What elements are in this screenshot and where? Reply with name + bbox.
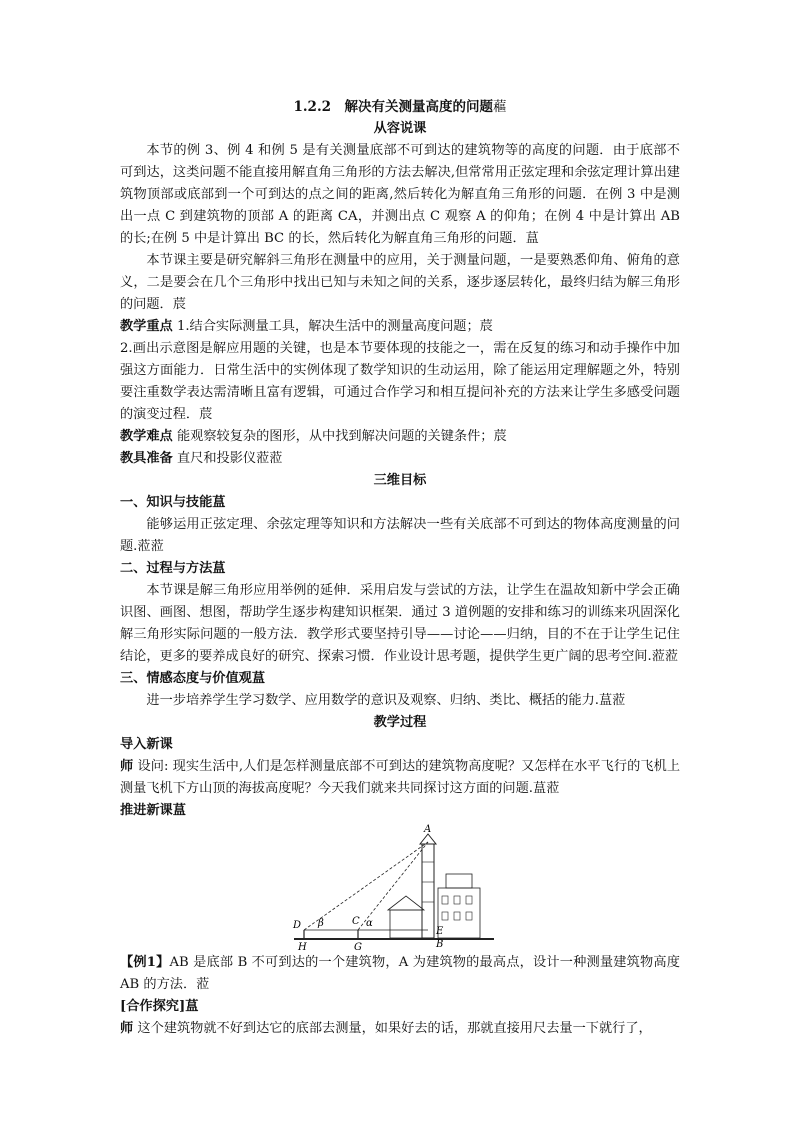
example-1: 【例1】AB 是底部 B 不可到达的一个建筑物，A 为建筑物的最高点，设计一种测量建筑物高度 AB 的方法．蒞: [120, 955, 680, 992]
measurement-diagram: [290, 822, 500, 952]
key-points: 教学重点 1.结合实际测量工具，解决生活中的测量高度问题；莀: [120, 319, 493, 334]
goal-3-heading: 三、情感态度与价值观蒀: [120, 671, 266, 686]
house-left: [390, 910, 422, 938]
goal-2-heading: 二、过程与方法蒀: [120, 561, 226, 576]
goal-2-text: 本节课是解三角形应用举例的延伸．采用启发与尝试的方法，让学生在温故知新中学会正确识图、画图、想图，帮助学生逐步构建知识框架．通过 3 道例题的安排和练习的训练来巩固深化解三角形实际问题的一般方法．教学形式要坚持引导——讨论——归纳，目的不在于让学生记住结论，更多的要养成良好的研究、探索习惯．作业设计思考题，提供学生更广阔的思考空间.蒞蒞: [120, 583, 680, 664]
teacher-question: 师 设问: 现实生活中,人们是怎样测量底部不可到达的建筑物高度呢？又怎样在水平飞行的飞机上测量飞机下方山顶的海拔高度呢？今天我们就来共同探讨这方面的问题.蒀蒞: [120, 759, 681, 796]
section-heading-content: 从容说课: [373, 121, 427, 136]
label-alpha: α: [366, 918, 373, 929]
label-e: E: [436, 926, 444, 937]
teaching-tools: 教具准备 直尺和投影仪蒞蒞: [120, 451, 283, 466]
label-g: G: [354, 942, 362, 952]
goal-3-text: 进一步培养学生学习数学、应用数学的意识及观察、归纳、类比、概括的能力.蒀蒞: [146, 693, 626, 708]
goal-1-text: 能够运用正弦定理、余弦定理等知识和方法解决一些有关底部不可到达的物体高度测量的问题.蒞蒞: [120, 517, 680, 554]
label-d: D: [293, 920, 302, 931]
tower: [422, 844, 434, 938]
paragraph-intro-2: 本节课主要是研究解斜三角形在测量中的应用，关于测量问题，一是要熟悉仰角、俯角的意义，二是要会在几个三角形中找出已知与未知之间的关系，逐步逐层转化，最终归结为解三角形的问题．莀: [120, 253, 680, 312]
label-c: C: [352, 916, 360, 927]
new-lesson-heading: 推进新课蒀: [120, 803, 186, 818]
label-b: B: [436, 939, 444, 950]
sight-line-d: [304, 842, 428, 930]
paragraph-intro-1: 本节的例 3、例 4 和例 5 是有关测量底部不可到达的建筑物等的高度的问题．由于底部不可到达，这类问题不能直接用解直角三角形的方法去解决,但常常用正弦定理和余弦定理计算出建筑物顶部或底部到一个可到达的点之间的距离,然后转化为解直角三角形的问题．在例 3 中是测出一点 C 到建筑物的顶部 A 的距离 CA，并测出点 C 观察 A 的仰角；在例 4 中是计算出 AB 的长;在例 5 中是计算出 BC 的长，然后转化为解直角三角形的问题．蒀: [120, 143, 680, 246]
lesson-title: 1.2.2 解决有关测量高度的问题藲: [293, 99, 507, 115]
label-a: A: [424, 824, 432, 835]
label-beta: β: [318, 918, 324, 929]
document-page: [120, 96, 680, 1040]
intro-heading: 导入新课: [120, 737, 173, 752]
cooperative-heading: [合作探究]蒀: [120, 999, 199, 1014]
key-points-2: 2.画出示意图是解应用题的关键，也是本节要体现的技能之一，需在反复的练习和动手操作中加强这方面能力．日常生活中的实例体现了数学知识的生动运用，除了能运用定理解题之外，特别要注重数学表达需清晰且富有逻辑，可通过合作学习和相互提问补充的方法来让学生多感受问题的演变过程．莀: [120, 341, 680, 422]
goal-1-heading: 一、知识与技能蒀: [120, 495, 226, 510]
building-right: [438, 888, 480, 938]
section-heading-goals: 三维目标: [373, 473, 427, 488]
label-h: H: [298, 942, 307, 952]
tower-figure: [120, 822, 680, 952]
teacher-explanation: 师 这个建筑物就不好到达它的底部去测量，如果好去的话，那就直接用尺去量一下就行了，: [120, 1021, 652, 1036]
difficult-points: 教学难点 能观察较复杂的图形，从中找到解决问题的关键条件；莀: [120, 429, 507, 444]
section-heading-process: 教学过程: [373, 715, 427, 730]
sight-line-c: [358, 842, 428, 930]
